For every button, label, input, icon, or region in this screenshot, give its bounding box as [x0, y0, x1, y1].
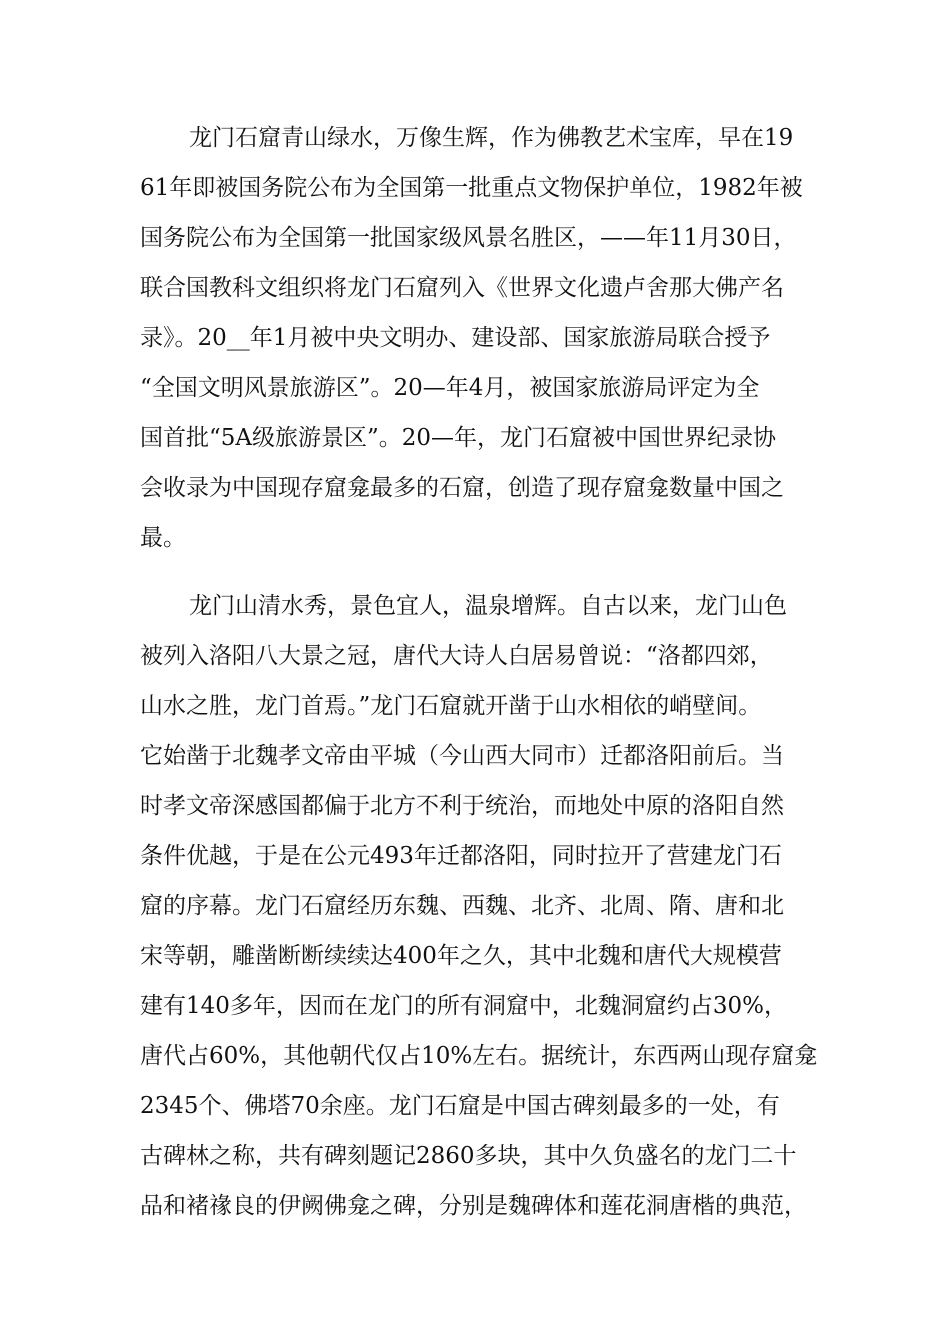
text-line: 被列入洛阳八大景之冠，唐代大诗人白居易曾说：“洛都四郊，: [140, 643, 773, 669]
text-line: 窟的序幕。龙门石窟经历东魏、西魏、北齐、北周、隋、唐和北: [140, 893, 784, 919]
text-line: 龙门石窟青山绿水，万像生辉，作为佛教艺术宝库，早在19: [189, 125, 794, 151]
text-line: “全国文明风景旅游区”。20—年4月，被国家旅游局评定为全: [140, 375, 760, 401]
text-line: 唐代占60%，其他朝代仅占10%左右。据统计，东西两山现存窟龛: [140, 1043, 818, 1069]
text-line: 录》。20__年1月被中央文明办、建设部、国家旅游局联合授予: [140, 325, 771, 351]
text-line: 它始凿于北魏孝文帝由平城（今山西大同市）迁都洛阳前后。当: [140, 743, 784, 769]
text-line: 宋等朝，雕凿断断续续达400年之久，其中北魏和唐代大规模营: [140, 943, 782, 969]
text-line: 国首批“5A级旅游景区”。20—年，龙门石窟被中国世界纪录协: [140, 425, 777, 451]
text-line: 古碑林之称，共有碑刻题记2860多块，其中久负盛名的龙门二十: [140, 1143, 797, 1169]
text-line: 61年即被国务院公布为全国第一批重点文物保护单位，1982年被: [140, 175, 803, 201]
text-line: 条件优越，于是在公元493年迁都洛阳，同时拉开了营建龙门石: [140, 843, 782, 869]
text-line: 时孝文帝深感国都偏于北方不利于统治，而地处中原的洛阳自然: [140, 793, 784, 819]
text-line: 最。: [140, 525, 186, 551]
text-line: 会收录为中国现存窟龛最多的石窟，创造了现存窟龛数量中国之: [140, 475, 784, 501]
text-line: 国务院公布为全国第一批国家级风景名胜区，——年11月30日，: [140, 225, 797, 251]
text-line: 2345个、佛塔70余座。龙门石窟是中国古碑刻最多的一处，有: [140, 1093, 780, 1119]
text-line: 山水之胜，龙门首焉。”龙门石窟就开凿于山水相依的峭壁间。: [140, 693, 762, 719]
text-line: 建有140多年，因而在龙门的所有洞窟中，北魏洞窟约占30%，: [140, 993, 788, 1019]
text-line: 品和褚禒良的伊阙佛龛之碑，分别是魏碑体和莲花洞唐楷的典范，: [140, 1193, 807, 1219]
text-line: 联合国教科文组织将龙门石窟列入《世界文化遗卢舍那大佛产名: [140, 275, 784, 301]
text-line: 龙门山清水秀，景色宜人，温泉增辉。自古以来，龙门山色: [189, 593, 787, 619]
